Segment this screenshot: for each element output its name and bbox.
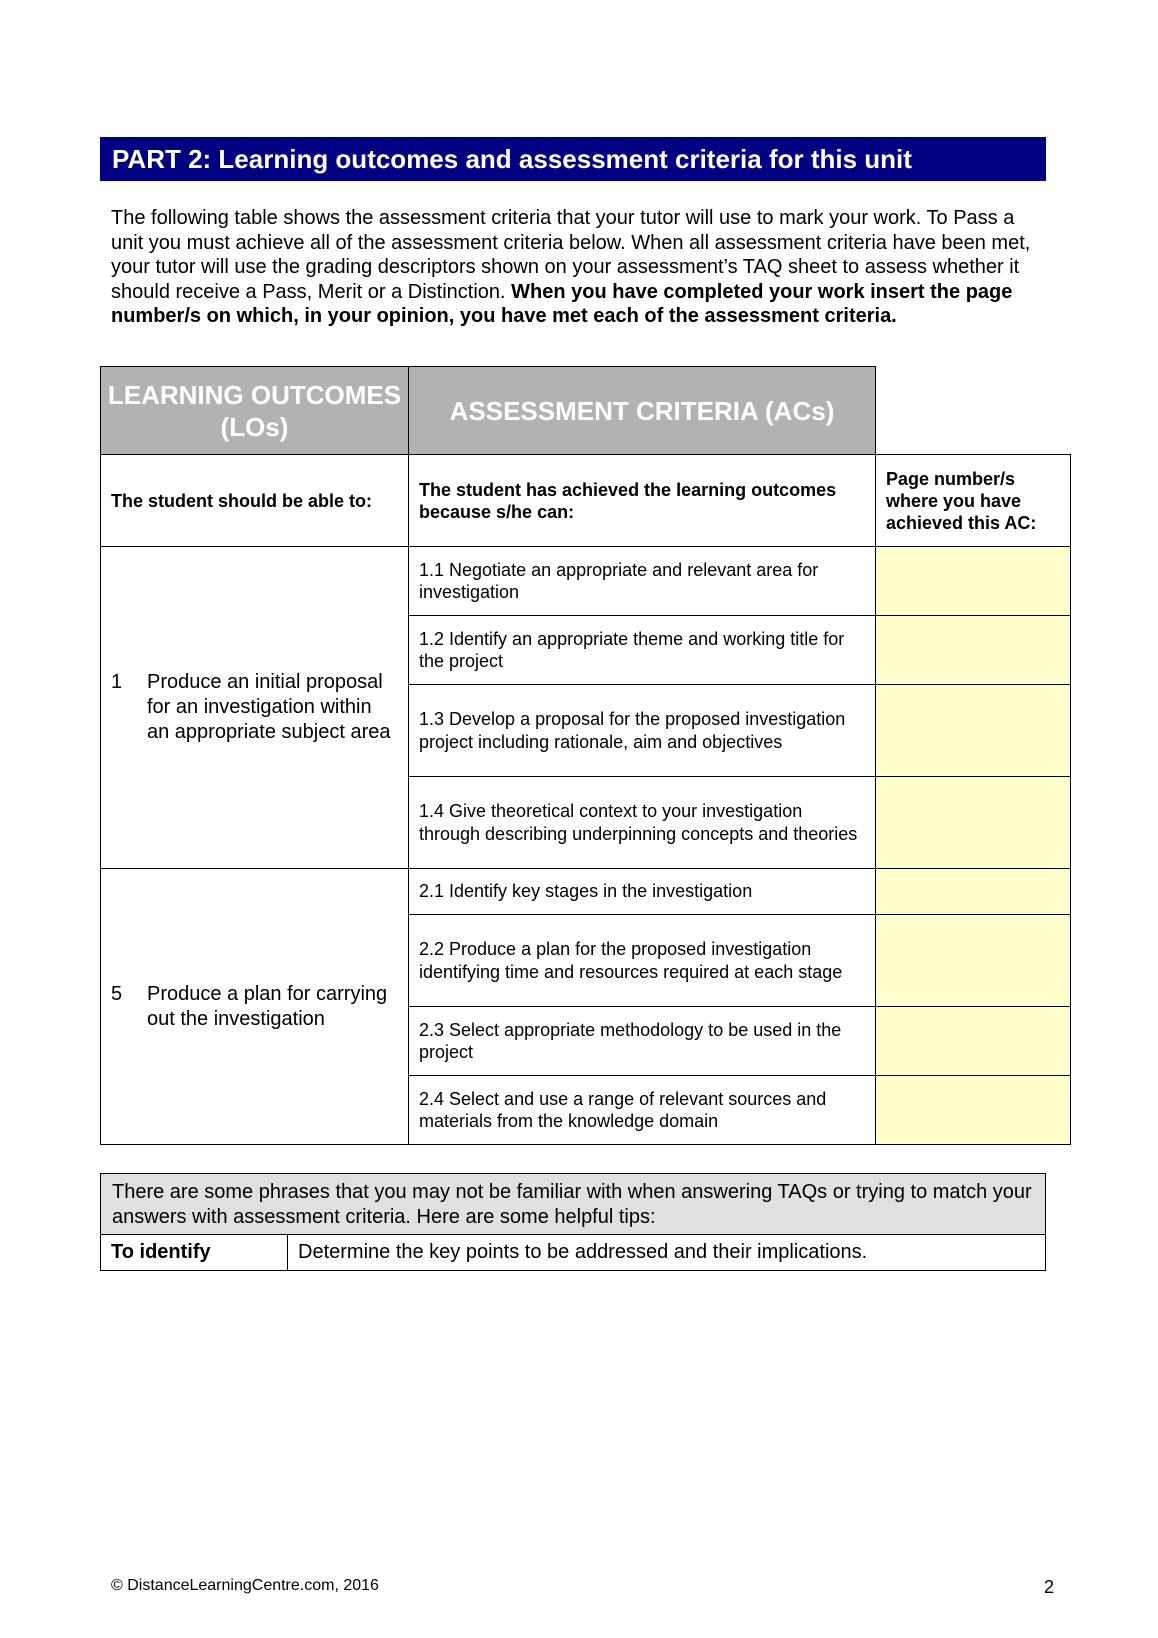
lo-header: LEARNING OUTCOMES (LOs): [101, 367, 409, 455]
header-blank-cell: [876, 367, 1071, 455]
intro-instruction: When you have completed your work insert the page number/s on which, in your opinion, you have met each of the assessment criteria.: [111, 280, 1013, 327]
ac-header: ASSESSMENT CRITERIA (ACs): [409, 367, 876, 455]
page-number: 2: [1044, 1577, 1055, 1597]
page-number-input-2-4[interactable]: [876, 1076, 1071, 1145]
tips-intro: There are some phrases that you may not be familiar with when answering TAQs or trying to match your answers with assessment criteria. Here are some helpful tips:: [101, 1174, 1046, 1235]
table-row: [101, 547, 1071, 616]
page-number-input-2-2[interactable]: [876, 915, 1071, 1007]
criterion-1-1: 1.1 Negotiate an appropriate and relevant area for investigation: [409, 547, 876, 616]
lo-text: Produce a plan for carrying out the investigation: [147, 982, 388, 1030]
lo-subheader: The student should be able to:: [101, 455, 409, 547]
criterion-2-2: 2.2 Produce a plan for the proposed investigation identifying time and resources required at each stage: [409, 915, 876, 1007]
helpful-tips-table: [100, 1173, 1046, 1271]
page-title: PART 2: Learning outcomes and assessment criteria for this unit: [100, 137, 1046, 181]
lo-text: Produce an initial proposal for an investigation within an appropriate subject area: [147, 671, 391, 743]
criterion-1-4: 1.4 Give theoretical context to your investigation through describing underpinning concepts and theories: [409, 777, 876, 869]
lo-number: 1: [111, 671, 123, 693]
page-subheader: Page number/s where you have achieved this AC:: [876, 455, 1071, 547]
table-header-row: [101, 367, 1071, 455]
tip-row: [101, 1235, 1046, 1271]
page-number-input-1-2[interactable]: [876, 616, 1071, 685]
table-subheader-row: [101, 455, 1071, 547]
page-number-input-2-1[interactable]: [876, 869, 1071, 915]
page-number-input-2-3[interactable]: [876, 1007, 1071, 1076]
lo-number: 5: [111, 982, 123, 1005]
learning-outcome-5: [101, 869, 409, 1145]
tips-intro-row: [101, 1174, 1046, 1235]
learning-outcome-1: [101, 547, 409, 869]
criterion-1-3: 1.3 Develop a proposal for the proposed investigation project including rationale, aim and objectives: [409, 685, 876, 777]
page-number-input-1-4[interactable]: [876, 777, 1071, 869]
table-row: [101, 869, 1071, 915]
intro-text: The following table shows the assessment criteria that your tutor will use to mark your work. To Pass a unit you must achieve all of the assessment criteria below. When all assessment criteria have been met, your tutor will use the grading descriptors shown on your assessment’s TAQ sheet to assess whether it should receive a Pass, Merit or a Distinction.: [111, 207, 1031, 303]
ac-subheader: The student has achieved the learning outcomes because s/he can:: [409, 455, 876, 547]
criterion-2-4: 2.4 Select and use a range of relevant sources and materials from the knowledge domain: [409, 1076, 876, 1145]
criterion-2-3: 2.3 Select appropriate methodology to be used in the project: [409, 1007, 876, 1076]
intro-paragraph: [111, 206, 1041, 329]
page-number-input-1-3[interactable]: [876, 685, 1071, 777]
assessment-criteria-table: [100, 366, 1071, 1145]
criterion-2-1: 2.1 Identify key stages in the investigation: [409, 869, 876, 915]
page-number-input-1-1[interactable]: [876, 547, 1071, 616]
criterion-1-2: 1.2 Identify an appropriate theme and working title for the project: [409, 616, 876, 685]
tip-definition: Determine the key points to be addressed and their implications.: [288, 1235, 1046, 1271]
tip-term: To identify: [101, 1235, 288, 1271]
footer-copyright: © DistanceLearningCentre.com, 2016: [111, 1577, 379, 1594]
